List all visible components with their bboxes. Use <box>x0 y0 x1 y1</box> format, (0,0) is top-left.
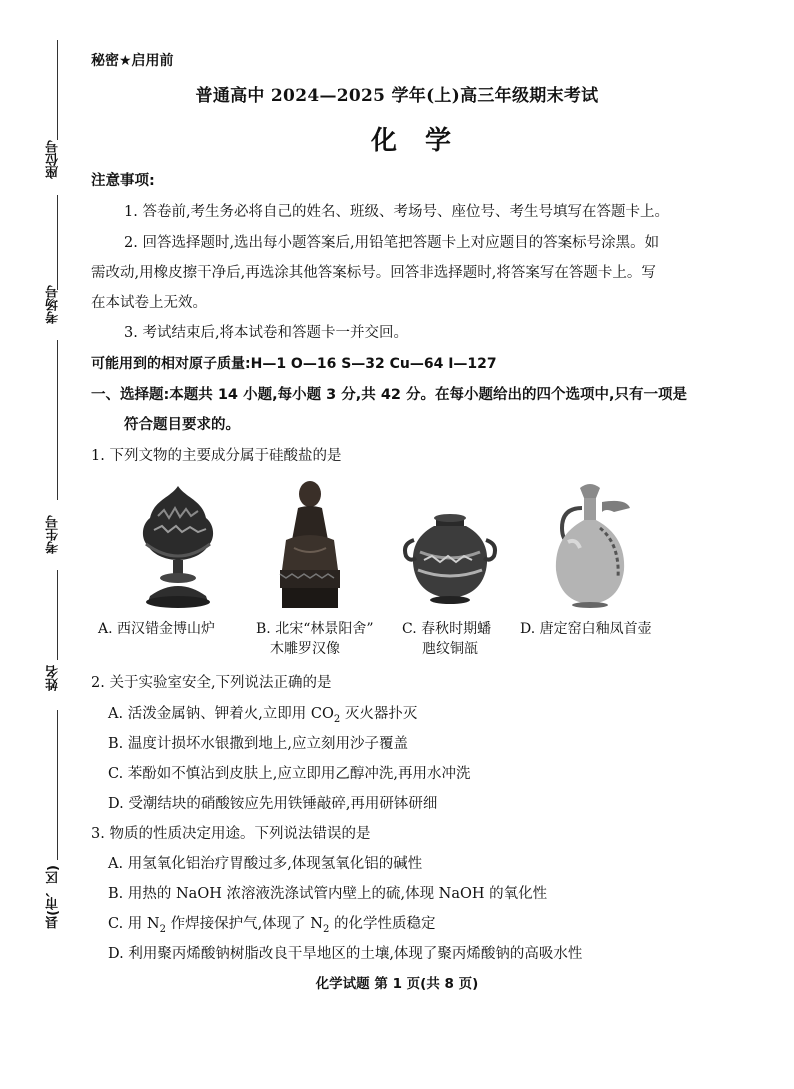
q2-option-a-text: 灭火器扑灭 <box>340 706 418 722</box>
subject-title: 化学 <box>370 126 479 156</box>
margin-line <box>57 340 58 500</box>
q2-option-b: B. 温度计损坏水银撒到地上,应立刻用沙子覆盖 <box>108 736 408 752</box>
q1-option-a: A. 西汉错金博山炉 <box>98 621 216 637</box>
q2-stem: 2. 关于实验室安全,下列说法正确的是 <box>91 675 332 691</box>
q3-option-b: B. 用热的 NaOH 浓溶液洗涤试管内壁上的硫,体现 NaOH 的氧化性 <box>108 886 548 902</box>
wooden-arhat-image <box>270 478 350 613</box>
bronze-vessel-image <box>400 478 500 613</box>
notice-heading: 注意事项: <box>91 173 155 189</box>
margin-county-label: 县(市、区) <box>46 865 61 929</box>
margin-student-id-label: 考生号 <box>46 515 61 554</box>
q3-option-c-text: 作焊接保护气,体现了 N <box>165 916 323 932</box>
q2-option-a-text: A. 活泼金属钠、钾着火,立即用 CO <box>108 706 334 722</box>
margin-room-label: 考场号 <box>46 285 61 324</box>
q3-stem: 3. 物质的性质决定用途。下列说法错误的是 <box>91 826 371 842</box>
q3-option-d: D. 利用聚丙烯酸钠树脂改良干旱地区的土壤,体现了聚丙烯酸钠的高吸水性 <box>108 946 583 962</box>
atomic-masses: 可能用到的相对原子质量:H—1 O—16 S—32 Cu—64 I—127 <box>91 356 497 372</box>
margin-line <box>57 710 58 860</box>
q2-option-c: C. 苯酚如不慎沾到皮肤上,应立即用乙醇冲洗,再用水冲洗 <box>108 766 471 782</box>
q3-option-c-text: 的化学性质稳定 <box>329 916 436 932</box>
incense-burner-image <box>128 478 228 613</box>
page-footer: 化学试题 第 1 页(共 8 页) <box>315 976 479 992</box>
q1-option-d: D. 唐定窑白釉凤首壶 <box>520 621 652 637</box>
subscript: 2 <box>322 923 330 935</box>
notice-item-1: 1. 答卷前,考生务必将自己的姓名、班级、考场号、座位号、考生号填写在答题卡上。 <box>124 204 670 220</box>
q2-option-a <box>108 705 728 729</box>
q1-option-c-line-1: C. 春秋时期蟠 <box>402 621 492 637</box>
q1-stem: 1. 下列文物的主要成分属于硅酸盐的是 <box>91 448 342 464</box>
phoenix-ewer-image <box>540 478 640 613</box>
q3-option-a: A. 用氢氧化铝治疗胃酸过多,体现氢氧化铝的碱性 <box>108 856 423 872</box>
exam-title: 普通高中 2024—2025 学年(上)高三年级期末考试 <box>195 86 599 106</box>
section-1-line-1: 一、选择题:本题共 14 小题,每小题 3 分,共 42 分。在每小题给出的四个选项中,只有一项是 <box>91 387 688 403</box>
notice-item-2-line-3: 在本试卷上无效。 <box>91 295 207 311</box>
subscript: 2 <box>333 713 341 725</box>
margin-name-label: 姓名 <box>46 665 61 691</box>
margin-seat-label: 座位号 <box>46 140 61 179</box>
subscript: 2 <box>159 923 166 935</box>
notice-item-2-line-1: 2. 回答选择题时,选出每小题答案后,用铅笔把答题卡上对应题目的答案标号涂黑。如 <box>124 235 660 251</box>
secret-mark: 秘密★启用前 <box>91 53 174 69</box>
q3-option-c <box>108 915 728 939</box>
q1-figures <box>100 478 700 663</box>
q1-option-b-line-1: B. 北宋“林景阳舍” <box>256 621 374 637</box>
q2-option-d: D. 受潮结块的硝酸铵应先用铁锤敲碎,再用研钵研细 <box>108 796 438 812</box>
notice-item-2-line-2: 需改动,用橡皮擦干净后,再选涂其他答案标号。回答非选择题时,将答案写在答题卡上。写 <box>91 265 656 281</box>
q3-option-c-text: C. 用 N <box>108 916 160 932</box>
section-1-line-2: 符合题目要求的。 <box>124 417 240 433</box>
margin-line <box>57 570 58 660</box>
q1-option-c-line-2: 虺纹铜瓿 <box>422 641 478 657</box>
margin-line <box>57 195 58 290</box>
q1-option-b-line-2: 木雕罗汉像 <box>270 641 340 657</box>
notice-item-3: 3. 考试结束后,将本试卷和答题卡一并交回。 <box>124 325 409 341</box>
